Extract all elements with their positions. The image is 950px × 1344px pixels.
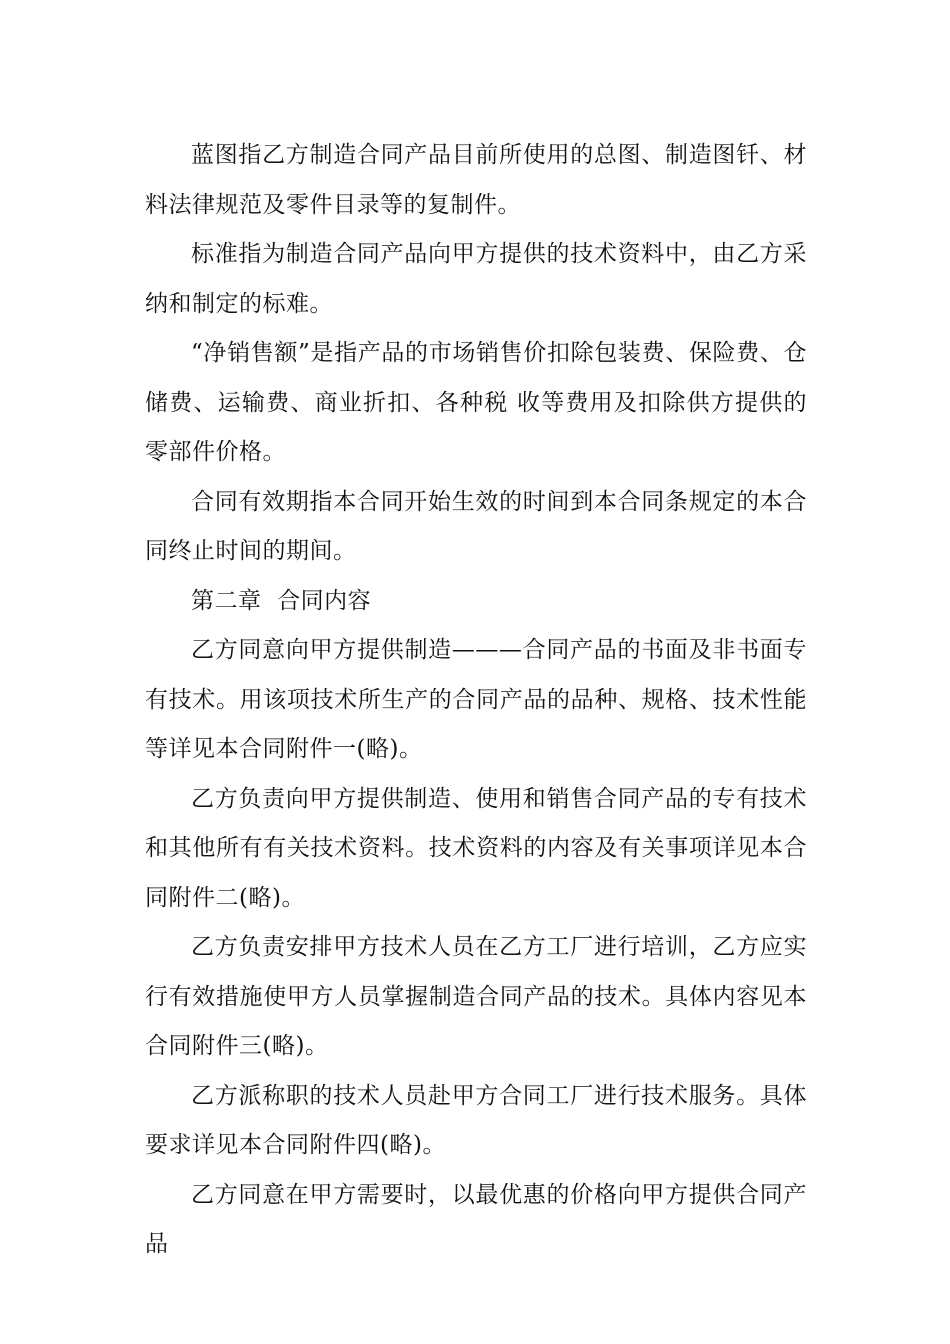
paragraph-preferential-price: 乙方同意在甲方需要时，以最优惠的价格向甲方提供合同产品 (145, 1181, 807, 1257)
paragraph-technical-service: 乙方派称职的技术人员赴甲方合同工厂进行技术服务。具体要求详见本合同附件四(略)。 (145, 1082, 807, 1158)
paragraph-standard-definition: 标准指为制造合同产品向甲方提供的技术资料中，由乙方采纳和制定的标难。 (145, 241, 807, 317)
document-body (145, 131, 807, 1270)
paragraph-know-how-provision: 乙方同意向甲方提供制造———合同产品的书面及非书面专有技术。用该项技术所生产的合同产品的品种、规格、技术性能等详见本合同附件一(略)。 (145, 637, 807, 762)
paragraph-validity-definition: 合同有效期指本合同开始生效的时间到本合同条规定的本合同终止时间的期间。 (145, 488, 807, 564)
paragraph-training: 乙方负责安排甲方技术人员在乙方工厂进行培训，乙方应实行有效措施使甲方人员掌握制造合同产品的技术。具体内容见本合同附件三(略)。 (145, 934, 807, 1059)
chapter-heading: 第二章 合同内容 (191, 587, 372, 614)
paragraph-blueprint-definition: 蓝图指乙方制造合同产品目前所使用的总图、制造图钎、材料法律规范及零件目录等的复制件。 (145, 142, 807, 218)
paragraph-net-sales-definition: “净销售额”是指产品的市场销售价扣除包装费、保险费、仓储费、运输费、商业折扣、各种税 收等费用及扣除供方提供的零部件价格。 (145, 340, 807, 465)
paragraph-technical-documents: 乙方负责向甲方提供制造、使用和销售合同产品的专有技术和其他所有有关技术资料。技术资料的内容及有关事项详见本合同附件二(略)。 (145, 785, 807, 911)
